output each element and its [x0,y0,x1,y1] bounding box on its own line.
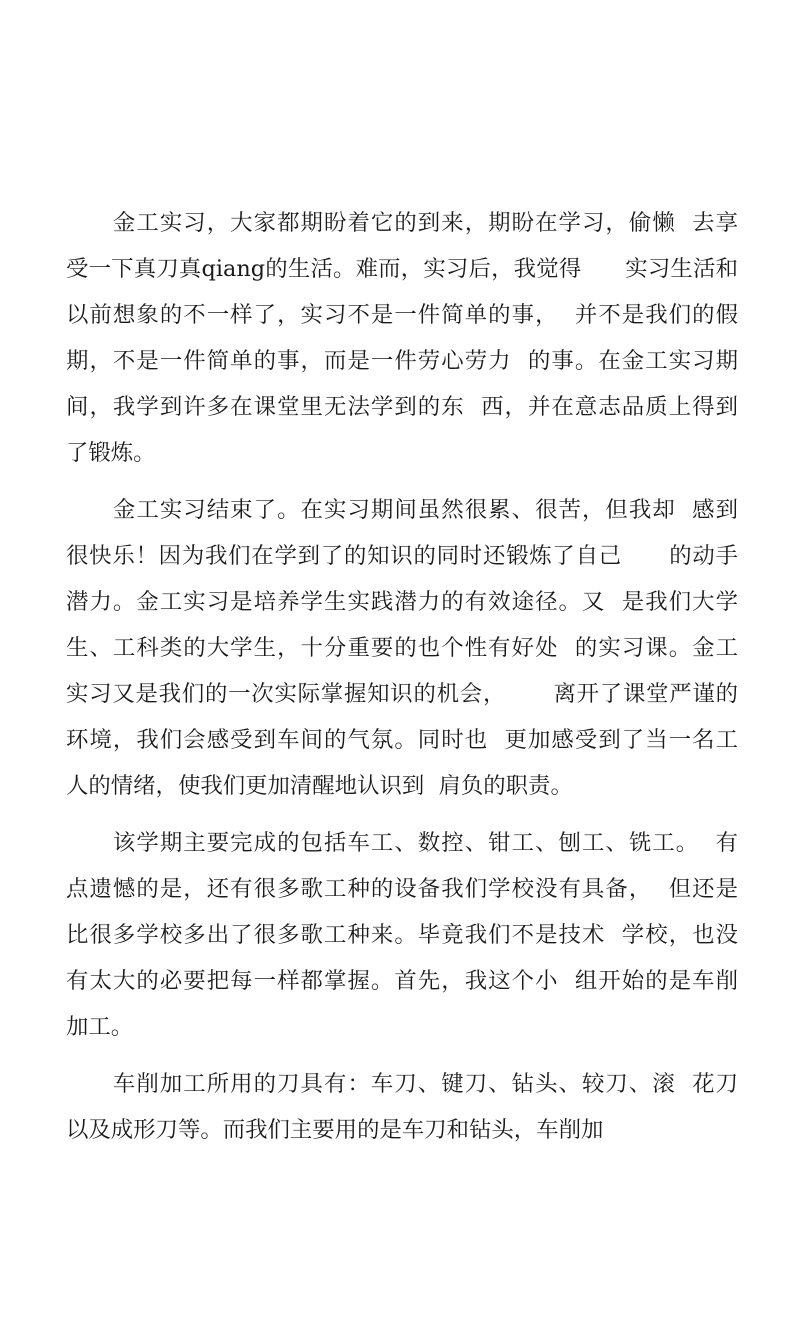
text-line: 点遗憾的是，还有很多歌工种的设备我们学校没有具备， 但还是 [66,876,738,902]
text-line: 以及成形刀等。而我们主要用的是车刀和钻头，车削加 [66,1117,604,1143]
paragraph-4 [66,1061,738,1153]
text-line: 很快乐！因为我们在学到了的知识的同时还锻炼了自己 的动手 [66,543,738,569]
text-line: 以前想象的不一样了，实习不是一件简单的事， 并不是我们的假 [66,302,738,328]
paragraph-3 [66,820,738,1050]
text-line: 加工。 [66,1014,134,1040]
paragraph-1 [66,200,738,476]
text-line: 潜力。金工实习是培养学生实践潜力的有效途径。又 是我们大学 [66,589,738,615]
document-body [66,200,738,1164]
text-line: 金工实习结束了。在实习期间虽然很累、很苦，但我却 感到 [66,497,738,523]
text-line: 该学期主要完成的包括车工、数控、钳工、刨工、铣工。 有 [66,830,738,856]
text-line: 期，不是一件简单的事，而是一件劳心劳力 的事。在金工实习期 [66,348,738,374]
text-line: 了锻炼。 [66,440,156,466]
text-line: 实习又是我们的一次实际掌握知识的机会， 离开了课堂严谨的 [66,681,738,707]
text-line: 间，我学到许多在课堂里无法学到的东 西，并在意志品质上得到 [66,394,738,420]
text-line: 受一下真刀真qiang的生活。难而，实习后，我觉得 实习生活和 [66,256,738,282]
text-line: 比很多学校多出了很多歌工种来。毕竟我们不是技术 学校，也没 [66,922,738,948]
text-line: 金工实习，大家都期盼着它的到来，期盼在学习，偷懒 去享 [66,210,738,236]
paragraph-2 [66,487,738,809]
text-line: 有太大的必要把每一样都掌握。首先，我这个小 组开始的是车削 [66,968,738,994]
text-line: 车削加工所用的刀具有：车刀、键刀、钻头、较刀、滚 花刀 [66,1071,738,1097]
text-line: 生、工科类的大学生，十分重要的也个性有好处 的实习课。金工 [66,635,738,661]
text-line: 人的情绪，使我们更加清醒地认识到 肩负的职责。 [66,773,573,799]
text-line: 环境，我们会感受到车间的气氛。同时也 更加感受到了当一名工 [66,727,738,753]
